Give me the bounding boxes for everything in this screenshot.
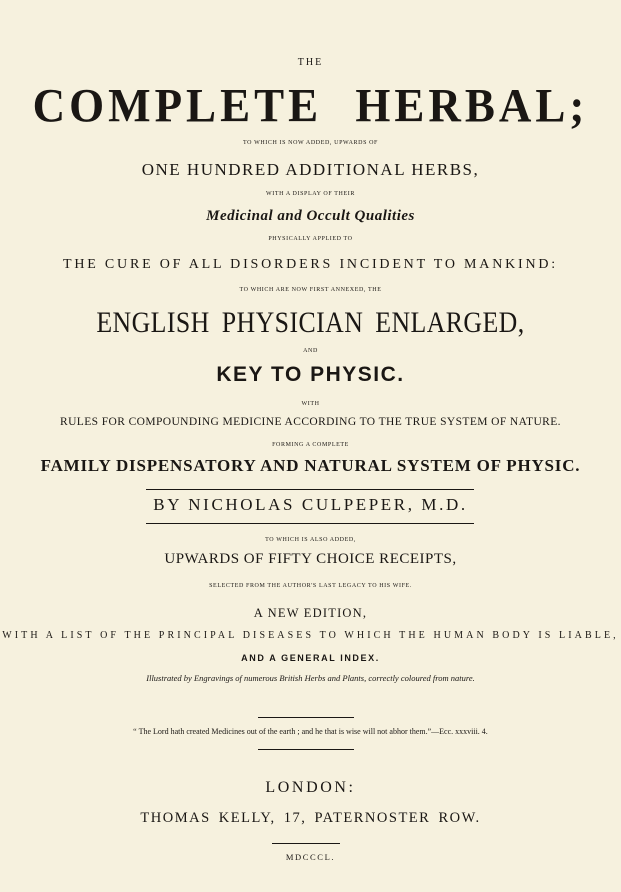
- imprint-city: LONDON:: [265, 779, 356, 796]
- forming-line: FORMING A COMPLETE: [272, 442, 349, 448]
- edition-line: A NEW EDITION,: [253, 606, 368, 620]
- diseases-list-line: WITH A LIST OF THE PRINCIPAL DISEASES TO WHICH THE HUMAN BODY IS LIABLE,: [2, 630, 619, 641]
- upwards-added-line: TO WHICH IS NOW ADDED, UPWARDS OF: [243, 140, 378, 146]
- author-rule-bottom: [146, 523, 474, 524]
- epigraph-rule-bottom: [258, 749, 354, 750]
- imprint-publisher: THOMAS KELLY, 17, PATERNOSTER ROW.: [140, 810, 481, 826]
- illustrated-line: Illustrated by Engravings of numerous British Herbs and Plants, correctly coloured from nature.: [146, 673, 475, 683]
- author-rule-top: [146, 489, 474, 490]
- title-article: THE: [297, 57, 324, 68]
- physically-applied-line: PHYSICALLY APPLIED TO: [268, 236, 353, 242]
- legacy-line: SELECTED FROM THE AUTHOR'S LAST LEGACY TO HIS WIFE.: [209, 583, 412, 589]
- with-display-line: WITH A DISPLAY OF THEIR: [266, 191, 355, 197]
- also-added-line: TO WHICH IS ALSO ADDED,: [265, 537, 356, 543]
- epigraph-rule-top: [258, 717, 354, 718]
- receipts-line: UPWARDS OF FIFTY CHOICE RECEIPTS,: [164, 551, 457, 567]
- and-line: AND: [303, 348, 318, 354]
- author-line: BY NICHOLAS CULPEPER, M.D.: [153, 495, 468, 514]
- main-title: COMPLETE HERBAL;: [32, 79, 589, 133]
- with-line: WITH: [301, 401, 320, 407]
- rules-line: RULES FOR COMPOUNDING MEDICINE ACCORDING TO THE TRUE SYSTEM OF NATURE.: [60, 416, 561, 428]
- english-physician-heading: ENGLISH PHYSICIAN ENLARGED,: [96, 306, 525, 339]
- imprint-date: MDCCCL.: [285, 852, 336, 862]
- cure-line: THE CURE OF ALL DISORDERS INCIDENT TO MANKIND:: [62, 257, 558, 272]
- annexed-line: TO WHICH ARE NOW FIRST ANNEXED, THE: [239, 287, 382, 293]
- hundred-herbs-line: ONE HUNDRED ADDITIONAL HERBS,: [141, 160, 480, 179]
- date-rule: [272, 843, 340, 844]
- qualities-line: Medicinal and Occult Qualities: [206, 208, 415, 224]
- key-to-physic-heading: KEY TO PHYSIC.: [216, 363, 405, 386]
- general-index-line: AND A GENERAL INDEX.: [241, 653, 380, 663]
- epigraph: “ The Lord hath created Medicines out of the earth ; and he that is wise will not abhor them.”—Ecc. xxxviii. 4.: [133, 727, 488, 736]
- family-dispensatory-line: FAMILY DISPENSATORY AND NATURAL SYSTEM OF PHYSIC.: [40, 456, 581, 475]
